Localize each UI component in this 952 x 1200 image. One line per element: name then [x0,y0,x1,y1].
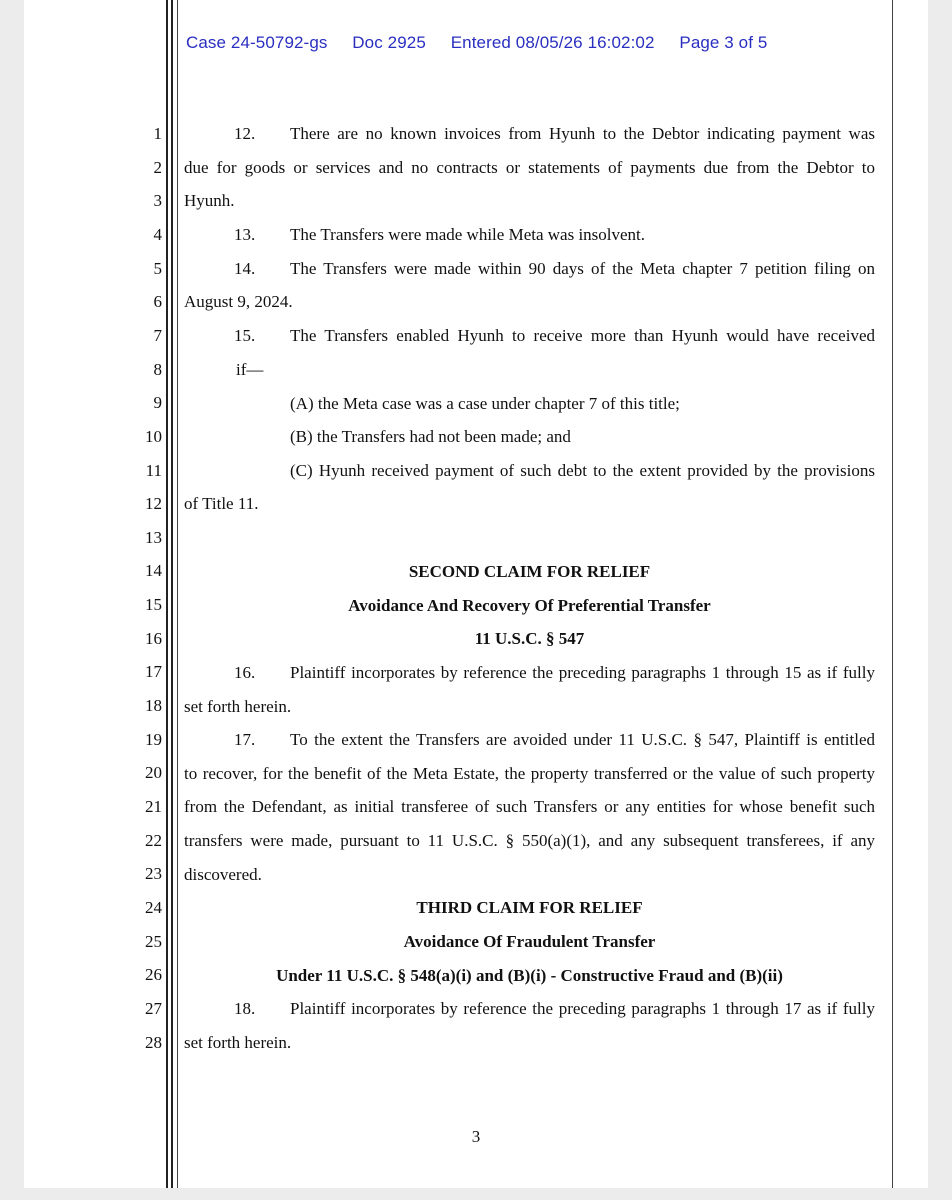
entered-timestamp: Entered 08/05/26 16:02:02 [450,33,655,52]
paragraph-18-line-2: set forth herein. [184,1033,292,1052]
second-claim-heading: SECOND CLAIM FOR RELIEF [408,562,651,581]
line-number: 24 [145,897,162,917]
text: There are no known invoices from Hyunh to the Debtor indicating payment was [290,124,875,143]
paragraph-18-line-1 [184,999,875,1019]
paragraph-13-line-1 [184,225,875,245]
line-number: 28 [145,1032,162,1052]
paragraph-16-line-2: set forth herein. [184,697,292,716]
text: To the extent the Transfers are avoided under 11 U.S.C. § 547, Plaintiff is entitled [290,730,875,749]
right-margin-rule [892,0,893,1188]
line-number: 3 [153,191,162,211]
paragraph-15-clause-c-line-1: (C) Hyunh received payment of such debt to the extent provided by the provisions [290,461,875,480]
line-number: 8 [153,359,162,379]
paragraph-17-line-4: transfers were made, pursuant to 11 U.S.C. § 550(a)(1), and any subsequent transferees, if any [184,831,875,850]
line-number: 12 [145,494,162,514]
paragraph-number: 14. [234,259,256,278]
paragraph-12-line-3: Hyunh. [184,191,235,210]
line-number: 23 [145,864,162,884]
text: The Transfers were made while Meta was insolvent. [290,225,646,244]
third-claim-statute: Under 11 U.S.C. § 548(a)(i) and (B)(i) - Constructive Fraud and (B)(ii) [276,966,783,985]
page-indicator: Page 3 of 5 [679,33,768,52]
left-margin-rule [166,0,168,1188]
paragraph-15-line-2: if— [236,360,264,379]
paragraph-17-line-5: discovered. [184,865,262,884]
text: The Transfers enabled Hyunh to receive more than Hyunh would have received [290,326,875,345]
second-claim-statute: 11 U.S.C. § 547 [474,629,585,648]
paragraph-15-clause-a: (A) the Meta case was a case under chapter 7 of this title; [290,394,680,413]
line-number: 20 [145,763,162,783]
paragraph-15-clause-c-line-2: of Title 11. [184,494,259,513]
line-number: 25 [145,931,162,951]
line-number: 1 [153,124,162,143]
ecf-header [186,33,826,53]
doc-number: Doc 2925 [352,33,426,52]
line-number: 26 [145,965,162,985]
line-number: 19 [145,729,162,749]
paragraph-number: 18. [234,999,256,1018]
paragraph-17-line-2: to recover, for the benefit of the Meta Estate, the property transferred or the value of such property [184,764,875,783]
line-number: 10 [145,426,162,446]
line-number: 27 [145,998,162,1018]
text: Plaintiff incorporates by reference the preceding paragraphs 1 through 15 as if fully [290,663,875,682]
paragraph-12-line-1 [184,124,875,144]
left-margin-rule-inner [171,0,173,1188]
line-number: 15 [145,595,162,615]
case-number: Case 24-50792-gs [186,33,328,52]
line-number: 17 [145,662,162,682]
paragraph-number: 12. [234,124,256,143]
paragraph-12-line-2: due for goods or services and no contracts or statements of payments due from the Debtor to [184,158,875,177]
line-number: 21 [145,797,162,816]
paragraph-number: 13. [234,225,256,244]
paragraph-14-line-2: August 9, 2024. [184,292,293,311]
third-claim-subheading: Avoidance Of Fraudulent Transfer [403,932,656,951]
paragraph-17-line-1 [184,730,875,750]
line-number: 5 [153,258,162,278]
line-number: 2 [153,157,162,177]
line-number: 13 [145,527,162,547]
paragraph-number: 17. [234,730,256,749]
line-number: 22 [145,830,162,850]
line-number: 16 [145,628,162,648]
line-number: 6 [153,292,162,312]
paragraph-17-line-3: from the Defendant, as initial transferee of such Transfers or any entities for whose benefit such [184,797,875,816]
paragraph-16-line-1 [184,663,875,683]
paragraph-14-line-1 [184,259,875,279]
line-number: 9 [153,393,162,413]
line-number: 14 [145,561,162,581]
third-claim-heading: THIRD CLAIM FOR RELIEF [416,898,643,917]
line-number: 7 [153,325,162,345]
left-margin-rule-third [177,0,178,1188]
text: The Transfers were made within 90 days of the Meta chapter 7 petition filing on [290,259,875,278]
line-number: 18 [145,696,162,716]
line-number: 11 [145,460,162,480]
paragraph-15-line-1 [184,326,875,346]
paragraph-15-clause-b: (B) the Transfers had not been made; and [290,427,571,446]
line-number: 4 [153,224,162,244]
paragraph-number: 15. [234,326,256,345]
paragraph-number: 16. [234,663,256,682]
second-claim-subheading: Avoidance And Recovery Of Preferential Transfer [348,596,711,615]
text: Plaintiff incorporates by reference the preceding paragraphs 1 through 17 as if fully [290,999,875,1018]
page-number-footer: 3 [471,1127,481,1146]
